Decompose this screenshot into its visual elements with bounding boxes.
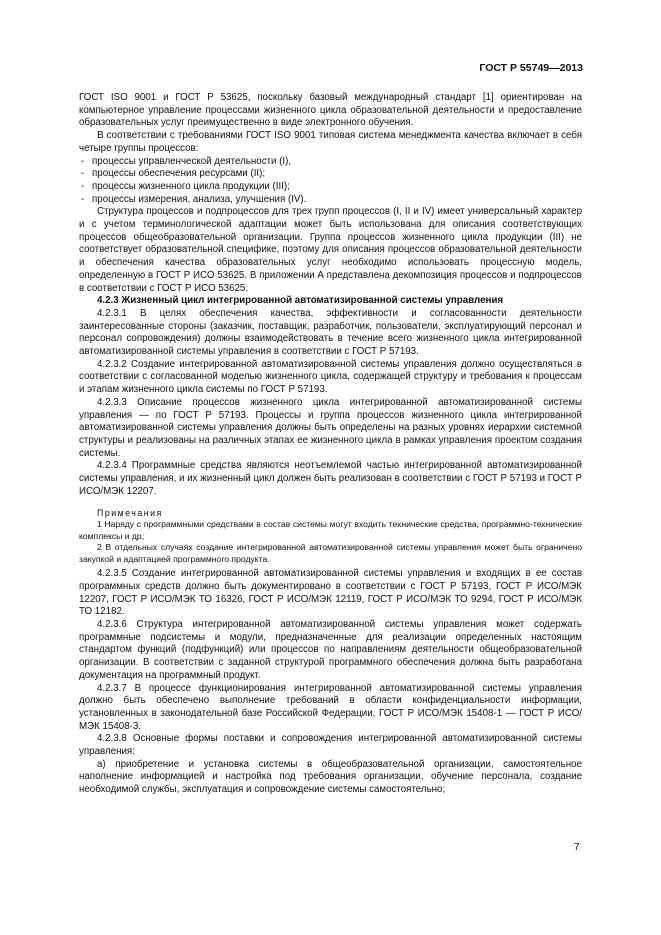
clause-4-2-3-3: 4.2.3.3 Описание процессов жизненного цикла интегрированной автоматизированной системы управления — по ГОСТ Р 57193. Процессы и группа процессов жизненного цикла интегрированной автоматизированной системы управления должны быть определены на разных уровнях иерархии системной структуры и реализованы на различных этапах ее жизненного цикла в рамках управления проектом создания системы. [79,396,582,459]
document-code: ГОСТ Р 55749—2013 [479,62,583,74]
paragraph: ГОСТ ISO 9001 и ГОСТ Р 53625, поскольку базовый международный стандарт [1] ориентирован на компьютерное управление процессами жизненного цикла образовательной деятельности и предоставление образовательных услуг преимущественно в виде электронного обучения. [79,92,582,129]
list-item: - процессы обеспечения ресурсами (II); [81,168,266,180]
section-heading: 4.2.3 Жизненный цикл интегрированной автоматизированной системы управления [97,295,504,307]
list-item: - процессы управленческой деятельности (I), [81,155,292,167]
clause-4-2-3-4: 4.2.3.4 Программные средства являются неотъемлемой частью интегрированной автоматизированной системы управления, и их жизненный цикл должен быть реализован в соответствии с ГОСТ Р 57193 и ГОСТ Р ИСО/МЭК 12207. [79,460,582,497]
notes-title: Примечания [97,507,163,518]
page-number: 7 [574,842,580,853]
list-item: - процессы измерения, анализа, улучшения (IV). [81,193,307,205]
clause-4-2-3-5: 4.2.3.5 Создание интегрированной автоматизированной системы управления и входящих в ее состав программных средств должно быть документировано в соответствии с ГОСТ Р 57193, ГОСТ Р ИСО/МЭК 12207, ГОСТ Р ИСО/МЭК ТО 16326, ГОСТ Р ИСО/МЭК 12119, ГОСТ Р ИСО/МЭК ТО 9294, ГОСТ Р ИСО/МЭК ТО 12182. [79,568,582,618]
paragraph: В соответствии с требованиями ГОСТ ISO 9001 типовая система менеджмента качества включает в себя четыре группы процессов: [79,130,582,154]
page-body [79,92,582,797]
note-2: 2 В отдельных случаях создание интегрированной автоматизированной системы управления может быть ограничено закупкой и адаптацией программного продукта. [79,542,582,564]
clause-item-a: а) приобретение и установка системы в общеобразовательной организации, самостоятельное наполнение информацией и настройка под требования организации, обучение персонала, создание необходимой службы, эксплуатация и сопровождение системы самостоятельно; [79,758,582,796]
clause-4-2-3-1: 4.2.3.1 В целях обеспечения качества, эффективности и согласованности деятельности заинтересованные стороны (заказчик, поставщик, разработчик, пользователи, эксплуатирующий персонал и персонал сопровождения) должны взаимодействовать в течение всего жизненного цикла интегрированной автоматизированной системы управления в соответствии с ГОСТ Р 57193. [79,307,582,358]
paragraph: Структура процессов и подпроцессов для трех групп процессов (I, II и IV) имеет универсальный характер и с учетом терминологической адаптации может быть использована для описания соответствующих процессов общеобразовательной организации. Группа процессов жизненного цикла продукции (III) не соответствует образовательной специфике, поэтому для описания процессов образовательной деятельности и обеспечения качества образовательных услуг необходимо использовать процессную модель, определенную в ГОСТ Р ИСО 53625. В приложении А представлена декомпозиция процессов и подпроцессов в соответствии с ГОСТ Р ИСО 53625. [79,206,582,294]
clause-4-2-3-6: 4.2.3.6 Структура интегрированной автоматизированной системы управления может содержать программные подсистемы и модули, предназначенные для реализации определенных настоящим стандартом функций (подфункций) или процессов по направлениям деятельности общеобразовательной организации. В соответствии с заданной структурой программного обеспечения должна быть разработана документация на программный продукт. [79,619,582,681]
clause-4-2-3-8: 4.2.3.8 Основные формы поставки и сопровождения интегрированной автоматизированной системы управления: [79,733,582,758]
list-item: - процессы жизненного цикла продукции (III); [81,180,290,192]
clause-4-2-3-2: 4.2.3.2 Создание интегрированной автоматизированной системы управления должно осуществляться в соответствии с согласованной моделью жизненного цикла, содержащей структуру и требования к процессам и этапам жизненного цикла системы по ГОСТ Р 57193. [79,358,582,396]
note-1: 1 Наряду с программными средствами в состав системы могут входить технические средства, программно-технические комплексы и др; [79,519,582,541]
clause-4-2-3-7: 4.2.3.7 В процессе функционирования интегрированной автоматизированной системы управления должно быть обеспечено выполнение требований в области конфиденциальности информации, установленных в законодательной базе Российской Федерации, ГОСТ Р ИСО/МЭК 15408-1 — ГОСТ Р ИСО/МЭК 15408-3. [79,682,582,732]
